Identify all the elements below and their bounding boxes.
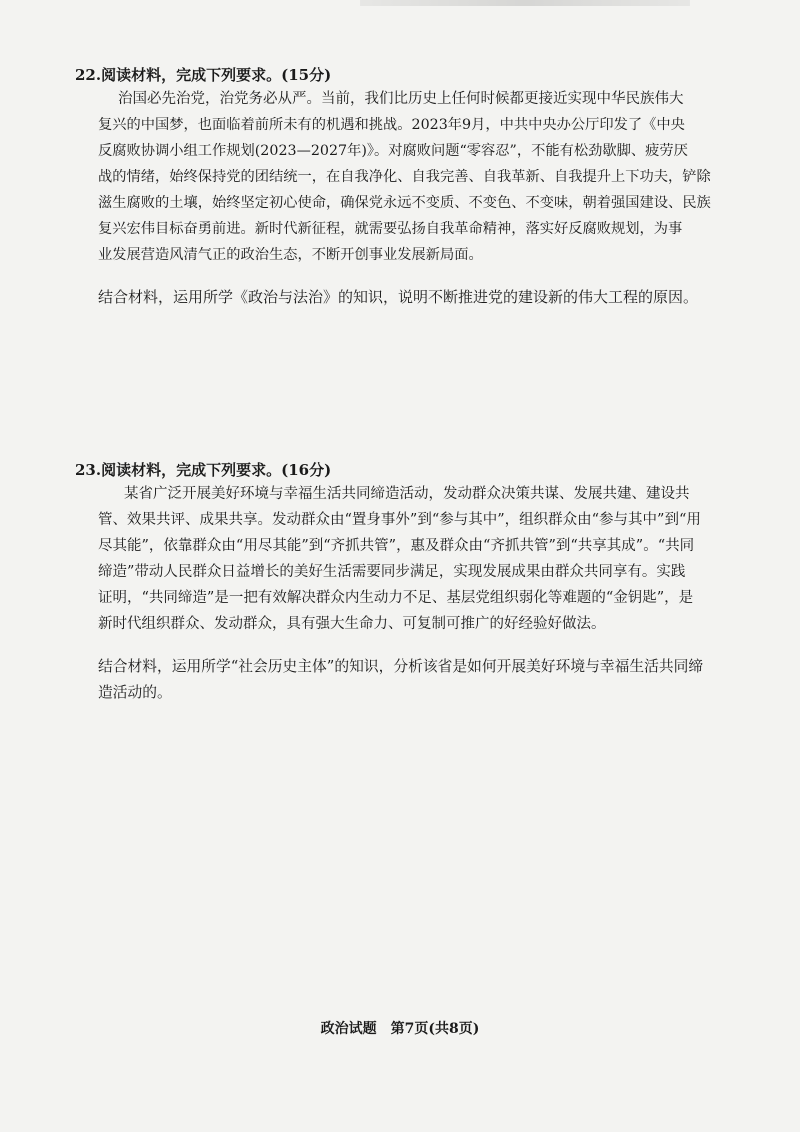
question-22-prompt: 结合材料，运用所学《政治与法治》的知识，说明不断推进党的建设新的伟大工程的原因。: [98, 288, 699, 306]
q22-material-line: 复兴的中国梦，也面临着前所未有的机遇和挑战。2023年9月，中共中央办公厅印发了《中央: [98, 117, 685, 133]
question-22-material: [118, 86, 684, 112]
q22-material-line: 治国必先治党，治党务必从严。当前，我们比历史上任何时候都更接近实现中华民族伟大: [118, 91, 684, 107]
q23-material-line: 新时代组织群众、发动群众，具有强大生命力、可复制可推广的好经验好做法。: [98, 616, 606, 632]
q23-material-line: 缔造”带动人民群众日益增长的美好生活需要同步满足，实现发展成果由群众共同享有。实践: [98, 564, 686, 580]
q22-material-line: 复兴宏伟目标奋勇前进。新时代新征程，就需要弘扬自我革命精神，落实好反腐败规划，为事: [98, 221, 683, 237]
question-23-material: [124, 481, 690, 507]
q23-material-line: 管、效果共评、成果共享。发动群众由“置身事外”到“参与其中”，组织群众由“参与其中”到“用: [98, 512, 701, 528]
question-23-title: 23.阅读材料，完成下列要求。(16分): [75, 461, 332, 479]
q23-prompt-line: 结合材料，运用所学“社会历史主体”的知识，分析该省是如何开展美好环境与幸福生活共同缔: [98, 658, 704, 675]
q23-material-line: 尽其能”，依靠群众由“用尽其能”到“齐抓共管”，惠及群众由“齐抓共管”到“共享其成”。“共同: [98, 538, 695, 554]
question-22-material-cont: [98, 112, 711, 268]
q22-material-line: 业发展营造风清气正的政治生态，不断开创事业发展新局面。: [98, 247, 483, 263]
question-22-title: 22.阅读材料，完成下列要求。(15分): [75, 66, 332, 84]
q23-material-line: 某省广泛开展美好环境与幸福生活共同缔造活动，发动群众决策共谋、发展共建、建设共: [124, 486, 690, 502]
q23-prompt-line: 造活动的。: [98, 684, 172, 701]
scan-edge-artifact: [360, 0, 690, 6]
question-23-material-cont: [98, 507, 701, 637]
question-23-prompt: [98, 654, 703, 706]
q23-material-line: 证明，“共同缔造”是一把有效解决群众内生动力不足、基层党组织弱化等难题的“金钥匙”，是: [98, 590, 694, 606]
page-footer: 政治试题 第7页(共8页): [320, 1021, 480, 1037]
q22-material-line: 滋生腐败的土壤，始终坚定初心使命，确保党永远不变质、不变色、不变味，朝着强国建设、民族: [98, 195, 711, 211]
q22-material-line: 战的情绪，始终保持党的团结统一，在自我净化、自我完善、自我革新、自我提升上下功夫，铲除: [98, 169, 711, 185]
q22-material-line: 反腐败协调小组工作规划(2023—2027年)》。对腐败问题“零容忍”，不能有松劲歇脚、疲劳厌: [98, 143, 688, 159]
